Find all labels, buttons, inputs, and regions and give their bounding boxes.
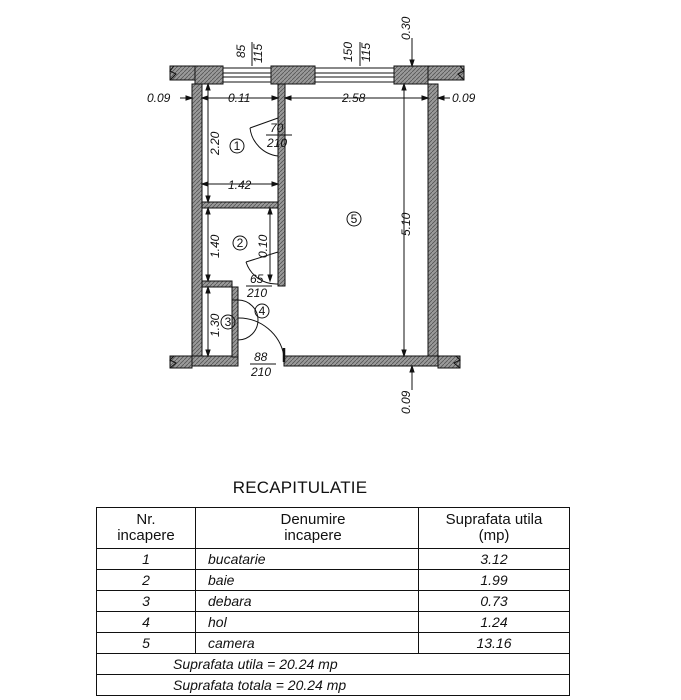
bottom-wall-left (192, 356, 238, 366)
left-wall (192, 84, 202, 364)
row-name: hol (196, 612, 419, 633)
dim-entry-door-bottom: 210 (251, 365, 272, 379)
dim-room5-height: 5.10 (399, 212, 413, 236)
table-row (97, 633, 570, 654)
partition-vertical (278, 84, 285, 286)
room-number-3: 3 (224, 315, 232, 329)
table-row (97, 591, 570, 612)
row-area: 3.12 (419, 549, 570, 570)
dim-room1-width: 1.42 (228, 178, 252, 192)
window-left (223, 68, 271, 82)
row-nr: 1 (97, 549, 196, 570)
row-nr: 3 (97, 591, 196, 612)
row-area: 1.99 (419, 570, 570, 591)
dim-door1-top: 70 (270, 121, 284, 135)
dim-room2-height: 1.40 (208, 234, 222, 258)
header-nr: Nr. incapere (97, 508, 196, 549)
window-right (315, 68, 394, 82)
top-pier-right (394, 66, 428, 84)
row-nr: 5 (97, 633, 196, 654)
dim-window-left-top: 85 (234, 44, 248, 58)
bottom-wall-right (284, 356, 438, 366)
dim-room5-width: 2.58 (342, 91, 366, 105)
total-overall: Suprafata totala = 20.24 mp (97, 675, 570, 696)
dim-left-outer: 0.09 (147, 91, 171, 105)
total-overall-row (97, 675, 570, 696)
row-name: bucatarie (196, 549, 419, 570)
header-area: Suprafata utila (mp) (419, 508, 570, 549)
table-row (97, 549, 570, 570)
dim-wall-room2: 0.10 (256, 234, 270, 258)
dim-door2-bottom: 210 (247, 286, 268, 300)
dim-window-right-top: 150 (341, 41, 355, 62)
row-area: 0.73 (419, 591, 570, 612)
recap-title: RECAPITULATIE (232, 478, 368, 497)
dim-room1-height: 2.20 (208, 131, 222, 155)
row-nr: 2 (97, 570, 196, 591)
total-useful: Suprafata utila = 20.24 mp (97, 654, 570, 675)
room-number-4: 4 (258, 304, 266, 318)
dim-right-outer: 0.09 (452, 91, 476, 105)
dim-door1-bottom: 210 (267, 136, 288, 150)
row-nr: 4 (97, 612, 196, 633)
dim-bottom-outer: 0.09 (399, 390, 413, 414)
room-number-5: 5 (350, 212, 358, 226)
dim-top-right: 0.30 (399, 16, 413, 40)
table-row (97, 570, 570, 591)
room-number-2: 2 (236, 236, 244, 250)
dim-room3-height: 1.30 (208, 313, 222, 337)
table-row (97, 612, 570, 633)
dim-door2-top: 65 (250, 272, 264, 286)
dim-wall-between: 0.11 (228, 91, 251, 105)
top-wall-stub-right (428, 66, 464, 80)
row-name: baie (196, 570, 419, 591)
partition-1-2 (202, 202, 278, 208)
dim-window-left-bottom: 115 (251, 43, 265, 63)
row-name: debara (196, 591, 419, 612)
header-name: Denumire incapere (196, 508, 419, 549)
dim-window-right-bottom: 115 (359, 42, 373, 62)
room-numbers (225, 139, 358, 329)
room-number-1: 1 (233, 139, 241, 153)
door-3-swing (238, 300, 258, 340)
recap-header-row (97, 508, 570, 549)
row-area: 13.16 (419, 633, 570, 654)
partition-2-3 (202, 281, 232, 287)
top-pier-middle (271, 66, 315, 84)
dim-entry-door-top: 88 (254, 350, 268, 364)
top-pier-left (195, 66, 223, 84)
row-area: 1.24 (419, 612, 570, 633)
row-name: camera (196, 633, 419, 654)
recap-table (96, 507, 570, 696)
right-wall (428, 84, 438, 364)
total-useful-row (97, 654, 570, 675)
